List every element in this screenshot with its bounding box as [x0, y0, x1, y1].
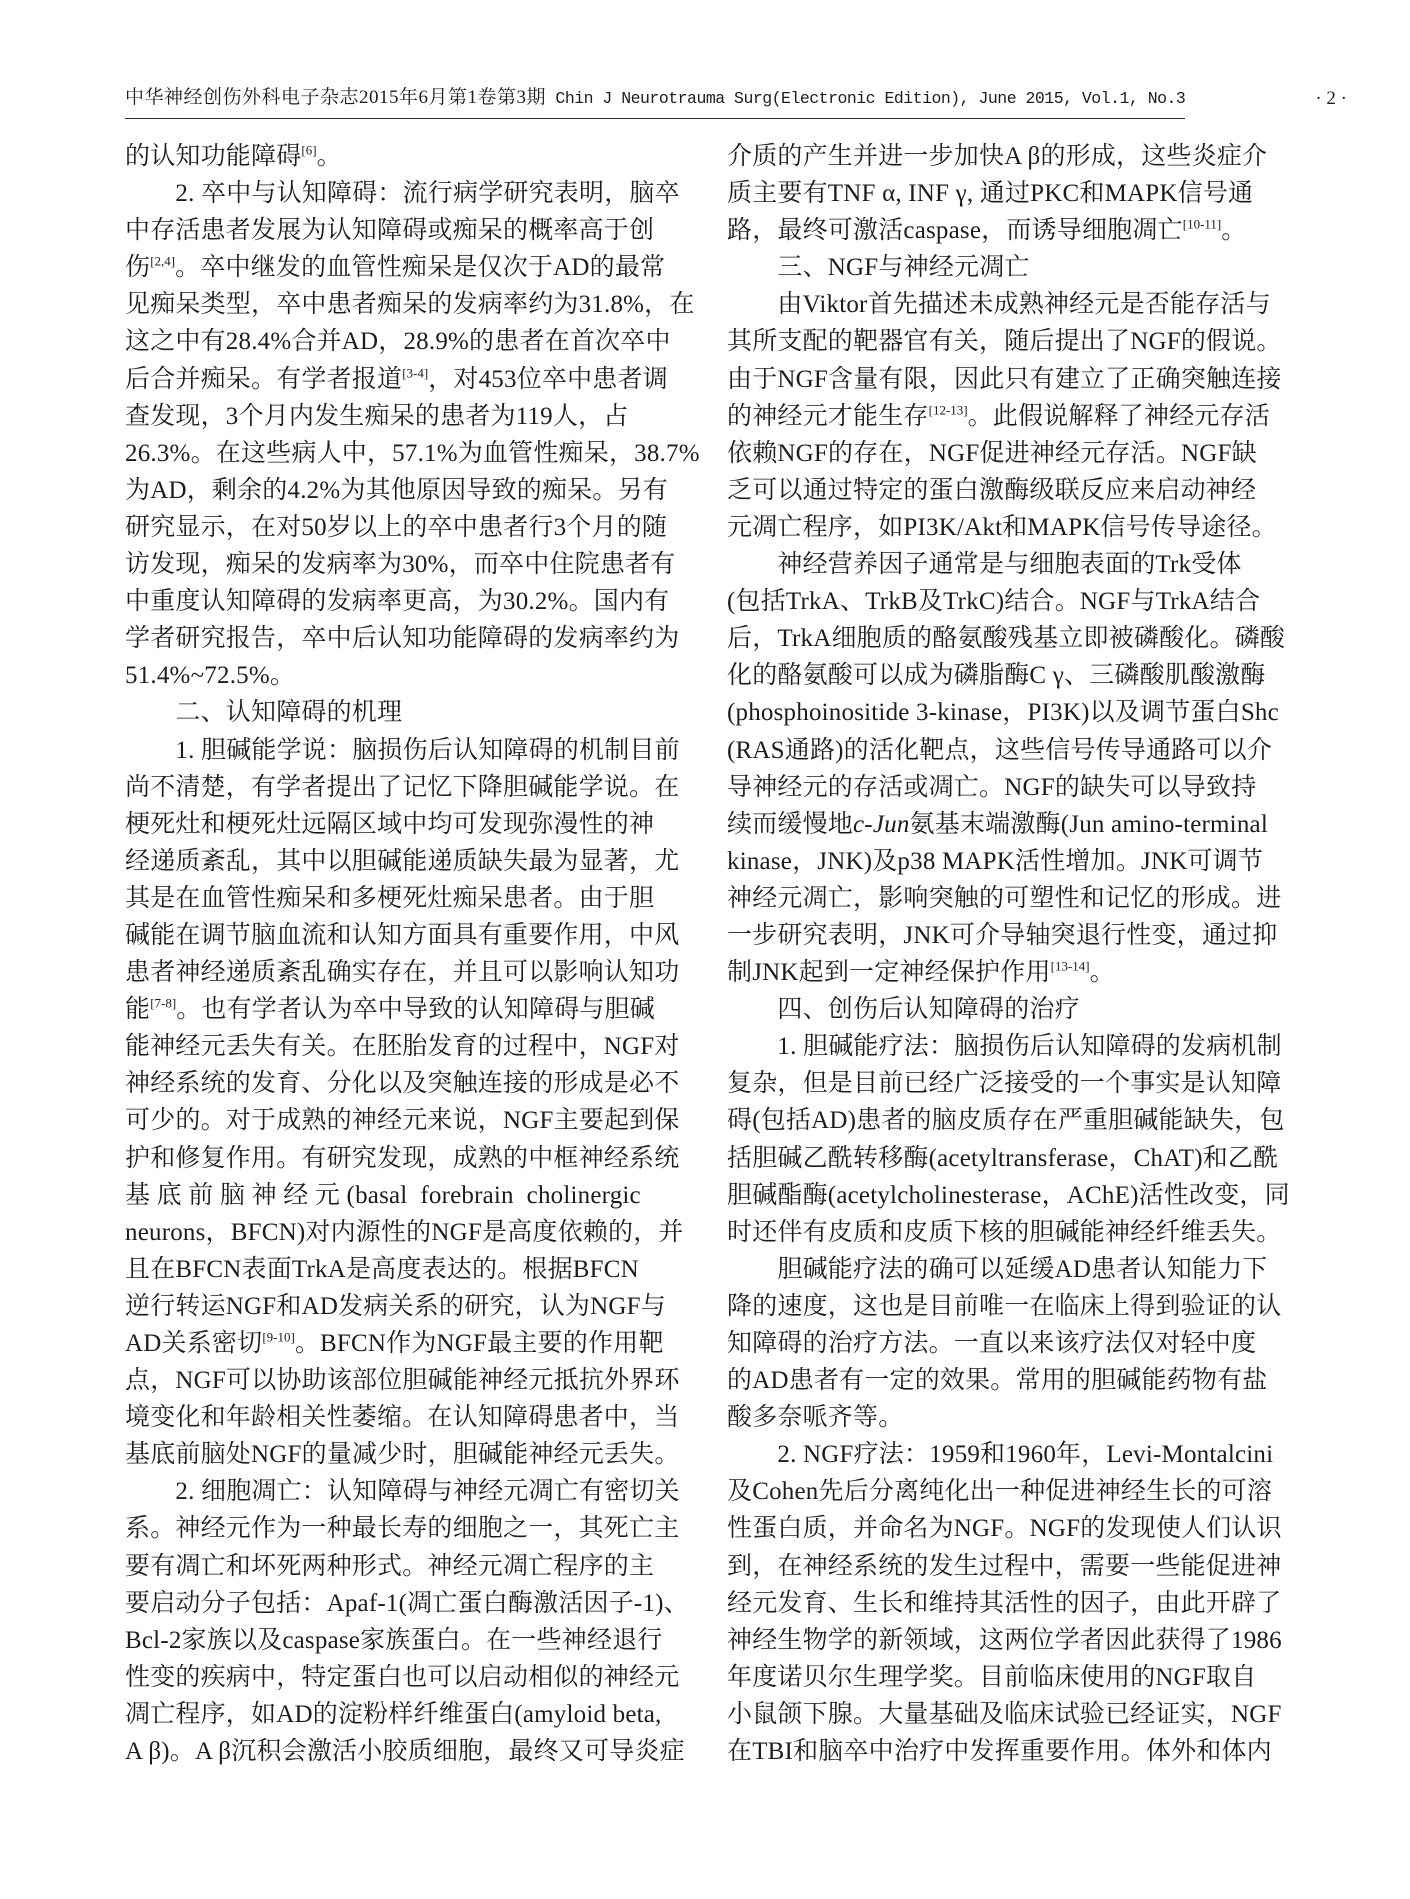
text-line: 的认知功能障碍[6]。 — [125, 142, 342, 170]
text-line: 续而缓慢地c-Jun氨基末端激酶(Jun amino-terminal — [727, 810, 1268, 838]
text-line: 能[7-8]。也有学者认为卒中导致的认知障碍与胆碱 — [125, 995, 656, 1024]
text-line: 中重度认知障碍的发病率更高，为30.2%。国内有 — [125, 588, 670, 616]
text-line: 二、认知障碍的机理 — [125, 699, 403, 727]
text-line: 碍(包括AD)患者的脑皮质存在严重胆碱能缺失，包 — [727, 1107, 1285, 1135]
text-line: 的AD患者有一定的效果。常用的胆碱能药物有盐 — [727, 1367, 1268, 1395]
text-line: 元凋亡程序，如PI3K/Akt和MAPK信号传导途径。 — [727, 513, 1277, 541]
text-line: 系。神经元作为一种最长寿的细胞之一，其死亡主 — [125, 1515, 680, 1543]
text-line: 碱能在调节脑血流和认知方面具有重要作用，中风 — [125, 921, 680, 949]
text-line: 依赖NGF的存在，NGF促进神经元存活。NGF缺 — [727, 439, 1257, 467]
text-line: 由Viktor首先描述未成熟神经元是否能存活与 — [727, 291, 1271, 319]
text-line: 其所支配的靶器官有关，随后提出了NGF的假说。 — [727, 328, 1282, 356]
text-line: 时还伴有皮质和皮质下核的胆碱能神经纤维丢失。 — [727, 1218, 1282, 1246]
text-line: 介质的产生并进一步加快A β的形成，这些炎症介 — [727, 143, 1268, 170]
text-line: (phosphoinositide 3-kinase，PI3K)以及调节蛋白Shc — [727, 699, 1279, 727]
text-line: 其是在血管性痴呆和多梗死灶痴呆患者。由于胆 — [125, 884, 655, 912]
text-line: 导神经元的存活或凋亡。NGF的缺失可以导致持 — [727, 773, 1257, 801]
text-line: 化的酪氨酸可以成为磷脂酶C γ、三磷酸肌酸激酶 — [727, 662, 1266, 690]
text-line: 酸多奈哌齐等。 — [727, 1404, 904, 1432]
text-line: 由于NGF含量有限，因此只有建立了正确突触连接 — [727, 365, 1282, 393]
text-line: 访发现，痴呆的发病率为30%，而卒中住院患者有 — [125, 551, 676, 579]
text-line: 路，最终可激活caspase，而诱导细胞凋亡[10-11]。 — [727, 216, 1247, 245]
text-line: 小鼠颌下腺。大量基础及临床试验已经证实，NGF — [727, 1700, 1282, 1728]
text-line: 查发现，3个月内发生痴呆的患者为119人，占 — [125, 402, 629, 430]
text-line: 学者研究报告，卒中后认知功能障碍的发病率约为 — [125, 625, 680, 653]
text-line: 逆行转运NGF和AD发病关系的研究，认为NGF与 — [125, 1292, 666, 1320]
text-line: 胆碱酯酶(acetylcholinesterase，AChE)活性改变，同 — [727, 1181, 1290, 1209]
text-line: 1. 胆碱能疗法：脑损伤后认知障碍的发病机制 — [727, 1033, 1282, 1061]
text-line: 三、NGF与神经元凋亡 — [727, 254, 1030, 282]
text-line: 患者神经递质紊乱确实存在，并且可以影响认知功 — [125, 959, 680, 987]
text-line: 的神经元才能生存[12-13]。此假说解释了神经元存活 — [727, 402, 1271, 430]
text-line: 基底前脑处NGF的量减少时，胆碱能神经元丢失。 — [125, 1441, 680, 1469]
text-line: 2. 卒中与认知障碍：流行病学研究表明，脑卒 — [125, 180, 680, 208]
text-line: 一步研究表明，JNK可介导轴突退行性变，通过抑 — [727, 921, 1278, 949]
text-line: 后，TrkA细胞质的酪氨酸残基立即被磷酸化。磷酸 — [727, 625, 1286, 653]
text-line: kinase，JNK)及p38 MAPK活性增加。JNK可调节 — [727, 847, 1264, 875]
text-line: 2. NGF疗法：1959和1960年，Levi-Montalcini — [727, 1441, 1274, 1469]
text-line: 要启动分子包括：Apaf-1(凋亡蛋白酶激活因子-1)、 — [125, 1589, 689, 1617]
text-line: 年度诺贝尔生理学奖。目前临床使用的NGF取自 — [727, 1663, 1257, 1691]
text-line: 性变的疾病中，特定蛋白也可以启动相似的神经元 — [125, 1663, 680, 1691]
text-line: Bcl-2家族以及caspase家族蛋白。在一些神经退行 — [125, 1626, 663, 1654]
text-line: 且在BFCN表面TrkA是高度表达的。根据BFCN — [125, 1255, 639, 1283]
text-line: 基 底 前 脑 神 经 元 (basal forebrain cholinergic — [125, 1181, 641, 1209]
text-line: 及Cohen先后分离纯化出一种促进神经生长的可溶 — [727, 1478, 1273, 1506]
text-line: 质主要有TNF α, INF γ, 通过PKC和MAPK信号通 — [727, 180, 1254, 208]
text-line: 神经元凋亡，影响突触的可塑性和记忆的形成。进 — [727, 884, 1282, 912]
text-line: AD关系密切[9-10]。BFCN作为NGF最主要的作用靶 — [125, 1329, 664, 1357]
text-line: 51.4%~72.5%。 — [125, 662, 296, 690]
text-line: (RAS通路)的活化靶点，这些信号传导通路可以介 — [727, 736, 1273, 764]
text-line: 四、创伤后认知障碍的治疗 — [727, 996, 1080, 1024]
text-line: 在TBI和脑卒中治疗中发挥重要作用。体外和体内 — [727, 1738, 1272, 1766]
text-line: 2. 细胞凋亡：认知障碍与神经元凋亡有密切关 — [125, 1478, 680, 1506]
journal-title-chinese: 中华神经创伤外科电子杂志2015年6月第1卷第3期 — [125, 87, 547, 108]
text-line: 1. 胆碱能学说：脑损伤后认知障碍的机制目前 — [125, 736, 680, 764]
text-line: 乏可以通过特定的蛋白激酶级联反应来启动神经 — [727, 476, 1257, 504]
text-line: 降的速度，这也是目前唯一在临床上得到验证的认 — [727, 1292, 1282, 1320]
text-line: 神经生物学的新领域，这两位学者因此获得了1986 — [727, 1626, 1282, 1654]
text-line: 护和修复作用。有研究发现，成熟的中框神经系统 — [125, 1144, 680, 1172]
text-line: 可少的。对于成熟的神经元来说，NGF主要起到保 — [125, 1107, 680, 1135]
text-line: 经元发育、生长和维持其活性的因子，由此开辟了 — [727, 1589, 1282, 1617]
article-body — [125, 138, 1292, 1770]
text-line: 中存活患者发展为认知障碍或痴呆的概率高于创 — [125, 217, 655, 245]
journal-title-english: Chin J Neurotrauma Surg(Electronic Edition), June 2015, Vol.1, No.3 — [546, 89, 1186, 108]
text-line: 括胆碱乙酰转移酶(acetyltransferase，ChAT)和乙酰 — [727, 1144, 1279, 1172]
page-header — [125, 82, 1347, 119]
page-number: · 2 · — [1315, 88, 1347, 109]
text-line: 这之中有28.4%合并AD，28.9%的患者在首次卒中 — [125, 328, 671, 356]
text-line: 经递质紊乱，其中以胆碱能递质缺失最为显著，尤 — [125, 847, 680, 875]
text-line: 胆碱能疗法的确可以延缓AD患者认知能力下 — [727, 1255, 1268, 1283]
journal-title — [125, 82, 1185, 119]
text-line: A β)。A β沉积会激活小胶质细胞，最终又可导炎症 — [125, 1738, 685, 1766]
text-line: 神经营养因子通常是与细胞表面的Trk受体 — [727, 551, 1242, 579]
text-line: 制JNK起到一定神经保护作用[13-14]。 — [727, 958, 1115, 987]
text-line: 性蛋白质，并命名为NGF。NGF的发现使人们认识 — [727, 1515, 1282, 1543]
text-line: 神经系统的发育、分化以及突触连接的形成是必不 — [125, 1070, 680, 1098]
text-line: 凋亡程序，如AD的淀粉样纤维蛋白(amyloid beta, — [125, 1700, 662, 1728]
text-line: 尚不清楚，有学者提出了记忆下降胆碱能学说。在 — [125, 773, 680, 801]
text-line: 伤[2,4]。卒中继发的血管性痴呆是仅次于AD的最常 — [125, 253, 666, 282]
text-line: 点，NGF可以协助该部位胆碱能神经元抵抗外界环 — [125, 1367, 680, 1395]
text-line: 能神经元丢失有关。在胚胎发育的过程中，NGF对 — [125, 1033, 680, 1061]
text-line: 见痴呆类型，卒中患者痴呆的发病率约为31.8%，在 — [125, 291, 695, 319]
text-line: 要有凋亡和坏死两种形式。神经元凋亡程序的主 — [125, 1552, 655, 1580]
text-line: 梗死灶和梗死灶远隔区域中均可发现弥漫性的神 — [125, 810, 655, 838]
right-column — [727, 138, 1292, 1770]
left-column — [125, 138, 700, 1770]
text-line: neurons，BFCN)对内源性的NGF是高度依赖的，并 — [125, 1218, 684, 1246]
text-line: 到，在神经系统的发生过程中，需要一些能促进神 — [727, 1552, 1282, 1580]
text-line: 复杂，但是目前已经广泛接受的一个事实是认知障 — [727, 1070, 1282, 1098]
text-line: 为AD，剩余的4.2%为其他原因导致的痴呆。另有 — [125, 476, 668, 504]
text-line: 知障碍的治疗方法。一直以来该疗法仅对轻中度 — [727, 1330, 1257, 1357]
text-line: 境变化和年龄相关性萎缩。在认知障碍患者中，当 — [125, 1404, 680, 1432]
text-line: 研究显示，在对50岁以上的卒中患者行3个月的随 — [125, 513, 668, 541]
text-line: 后合并痴呆。有学者报道[3-4]，对453位卒中患者调 — [125, 365, 668, 393]
text-line: (包括TrkA、TrkB及TrkC)结合。NGF与TrkA结合 — [727, 588, 1261, 616]
text-line: 26.3%。在这些病人中，57.1%为血管性痴呆，38.7% — [125, 439, 700, 467]
